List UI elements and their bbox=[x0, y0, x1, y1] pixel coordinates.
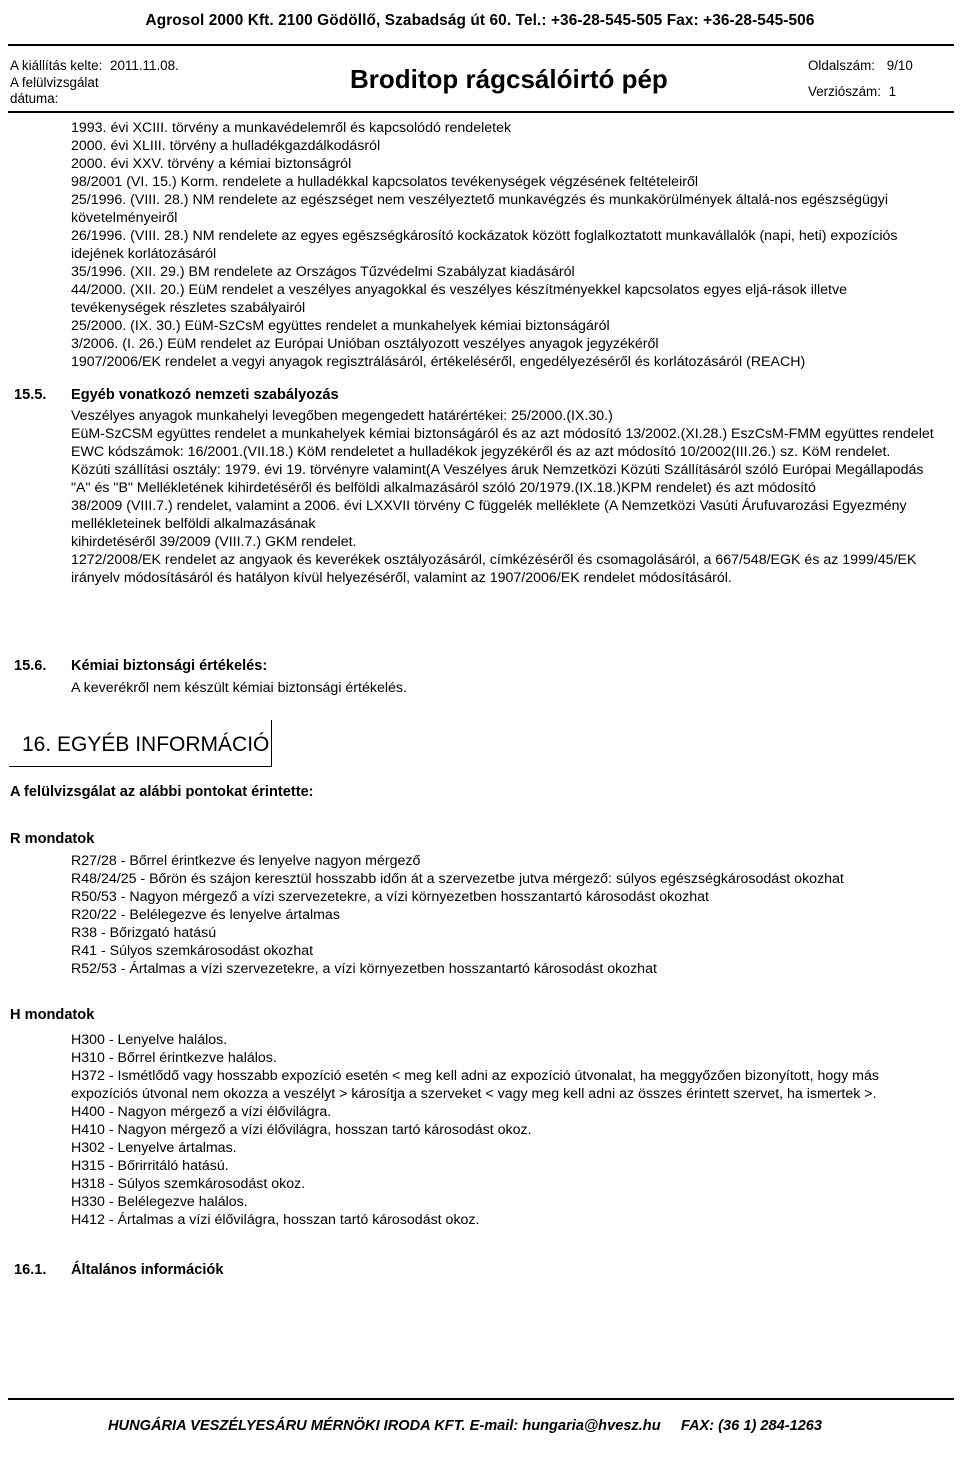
section-15-6-title: Kémiai biztonsági értékelés: bbox=[71, 658, 268, 674]
section-15-5-number: 15.5. bbox=[14, 387, 47, 403]
page-value: 9/10 bbox=[886, 58, 913, 73]
h-phrase-item: H310 - Bőrrel érintkezve halálos. bbox=[71, 1050, 277, 1066]
regulation-item: 25/1996. (VIII. 28.) NM rendelete az egészséget nem veszélyeztető munkavégzés és munkakörülmények általá-nos egészségügyi követelményeiről bbox=[71, 192, 889, 226]
section-15-5-line: Közúti szállítási osztály: 1979. évi 19. törvényre valamint(A Veszélyes áruk Nemzetközi Közúti Szállításáról szóló Európai Megállapodás "A" és "B" Mellékletének kihirdetéséről és belföldi alkalmazásáról szóló 20/1979.(IX.18.)KPM rendelet) és azt módosító bbox=[71, 462, 924, 496]
section-15-5-title: Egyéb vonatkozó nemzeti szabályozás bbox=[71, 387, 339, 403]
h-phrase-item: H330 - Belélegezve halálos. bbox=[71, 1194, 248, 1210]
footer-divider bbox=[8, 1398, 954, 1400]
review-label-2: dátuma: bbox=[10, 91, 59, 106]
regulations-list bbox=[71, 119, 941, 371]
r-phrase-item: R48/24/25 - Bőrön és szájon keresztül hosszabb időn át a szervezetbe jutva mérgező: súlyos egészségkárosodást okozhat bbox=[71, 871, 844, 887]
regulation-item: 1907/2006/EK rendelet a vegyi anyagok regisztrálásáról, értékeléséről, engedélyezéséről és korlátozásáról (REACH) bbox=[71, 354, 806, 370]
h-phrase-item: H300 - Lenyelve halálos. bbox=[71, 1032, 228, 1048]
regulation-item: 26/1996. (VIII. 28.) NM rendelete az egyes egészségkárosító kockázatok között foglalkoztatott munkavállalók (napi, heti) expozíciós idejének korlátozásáról bbox=[71, 228, 898, 262]
h-phrase-item: H318 - Súlyos szemkárosodást okoz. bbox=[71, 1176, 306, 1192]
r-phrase-item: R20/22 - Belélegezve és lenyelve ártalmas bbox=[71, 907, 340, 923]
section-16-1-title: Általános információk bbox=[71, 1262, 224, 1278]
h-phrases-list bbox=[71, 1031, 941, 1229]
h-phrase-item: H400 - Nagyon mérgező a vízi élővilágra. bbox=[71, 1104, 332, 1120]
section-15-5-line: kihirdetéséről 39/2009 (VIII.7.) GKM rendelet. bbox=[71, 534, 357, 550]
issue-label-text: A kiállítás kelte: bbox=[10, 58, 103, 73]
r-phrase-item: R27/28 - Bőrrel érintkezve és lenyelve nagyon mérgező bbox=[71, 853, 421, 869]
section-15-5-body bbox=[71, 407, 941, 587]
company-banner: Agrosol 2000 Kft. 2100 Gödöllő, Szabadság út 60. Tel.: +36-28-545-505 Fax: +36-28-545-506 bbox=[145, 12, 815, 29]
page-number bbox=[808, 58, 913, 74]
review-label-1: A felülvizsgálat bbox=[10, 75, 99, 90]
version-label: Verziószám: bbox=[808, 84, 881, 99]
footer-text: HUNGÁRIA VESZÉLYESÁRU MÉRNÖKI IRODA KFT. E-mail: hungaria@hvesz.hu FAX: (36 1) 284-1263 bbox=[108, 1418, 823, 1434]
review-heading: A felülvizsgálat az alábbi pontokat érintette: bbox=[10, 784, 314, 800]
section-15-5-line: 1272/2008/EK rendelet az angyaok és keverékek osztályozásáról, címkézéséről és csomagolásáról, a 667/548/EGK és az 1999/45/EK irányelv módosításáról és hatályon kívül helyezéséről, valamint az 1907/2006/EK rendelet módosításáról. bbox=[71, 552, 917, 586]
regulation-item: 3/2006. (I. 26.) EüM rendelet az Európai Unióban osztályozott veszélyes anyagok jegyzékéről bbox=[71, 336, 659, 352]
regulation-item: 25/2000. (IX. 30.) EüM-SzCsM együttes rendelet a munkahelyek kémiai biztonságáról bbox=[71, 318, 610, 334]
regulation-item: 98/2001 (VI. 15.) Korm. rendelete a hulladékkal kapcsolatos tevékenységek végzésének feltételeiről bbox=[71, 174, 698, 190]
page-label: Oldalszám: bbox=[808, 58, 875, 73]
r-phrase-item: R52/53 - Ártalmas a vízi szervezetekre, a vízi környezetben hosszantartó károsodást okozhat bbox=[71, 961, 657, 977]
regulation-item: 44/2000. (XII. 20.) EüM rendelet a veszélyes anyagokkal és veszélyes készítményekkel kapcsolatos egyes eljá-rások illetve tevékenységek részletes szabályairól bbox=[71, 282, 847, 316]
version-value: 1 bbox=[888, 84, 897, 99]
r-phrases-list bbox=[71, 852, 941, 978]
section-15-6-number: 15.6. bbox=[14, 658, 47, 674]
section-16-1-number: 16.1. bbox=[14, 1262, 47, 1278]
section-15-6-text: A keverékről nem készült kémiai biztonsági értékelés. bbox=[71, 680, 407, 696]
regulation-item: 2000. évi XLIII. törvény a hulladékgazdálkodásról bbox=[71, 138, 381, 154]
regulation-item: 35/1996. (XII. 29.) BM rendelete az Országos Tűzvédelmi Szabályzat kiadásáról bbox=[71, 264, 575, 280]
r-phrase-item: R41 - Súlyos szemkárosodást okozhat bbox=[71, 943, 314, 959]
section-15-5-line: EüM-SzCSM együttes rendelet a munkahelyek kémiai biztonságáról és az azt módosító 13/2002.(XI.28.) EszCsM-FMM együttes rendelet bbox=[71, 426, 934, 442]
h-phrase-item: H372 - Ismétlődő vagy hosszabb expozíció esetén < meg kell adni az expozíció útvonalat, ha meggyőzően bizonyított, hogy más expozíciós útvonal nem okozza a veszélyt > károsítja a szerveket < vagy meg kell adni az összes érintett szervet, ha ismertek >. bbox=[71, 1068, 879, 1102]
regulation-item: 1993. évi XCIII. törvény a munkavédelemről és kapcsolódó rendeletek bbox=[71, 120, 512, 136]
product-name: Broditop rágcsálóirtó pép bbox=[350, 64, 668, 94]
version-number bbox=[808, 84, 896, 100]
regulation-item: 2000. évi XXV. törvény a kémiai biztonságról bbox=[71, 156, 352, 172]
h-phrase-item: H412 - Ártalmas a vízi élővilágra, hosszan tartó károsodást okoz. bbox=[71, 1212, 480, 1228]
h-phrase-item: H302 - Lenyelve ártalmas. bbox=[71, 1140, 237, 1156]
h-phrase-item: H410 - Nagyon mérgező a vízi élővilágra, hosszan tartó károsodást okoz. bbox=[71, 1122, 532, 1138]
section-16-title: 16. EGYÉB INFORMÁCIÓ bbox=[22, 733, 270, 756]
r-phrase-item: R38 - Bőrizgató hatású bbox=[71, 925, 217, 941]
issue-date-label bbox=[10, 58, 179, 74]
h-phrase-item: H315 - Bőrirritáló hatású. bbox=[71, 1158, 229, 1174]
issue-date-value: 2011.11.08. bbox=[110, 58, 179, 73]
r-phrase-item: R50/53 - Nagyon mérgező a vízi szervezetekre, a vízi környezetben hosszantartó károsodást okozhat bbox=[71, 889, 709, 905]
section-15-5-line: EWC kódszámok: 16/2001.(VII.18.) KöM rendeletet a hulladékok jegyzékéről és az azt módosító 10/2002(III.26.) sz. KöM rendelet. bbox=[71, 444, 891, 460]
h-phrases-heading: H mondatok bbox=[10, 1007, 95, 1023]
section-15-5-line: 38/2009 (VIII.7.) rendelet, valamint a 2006. évi LXXVII törvény C függelék melléklete (A Nemzetközi Vasúti Árufuvarozási Egyezmény mellékleteinek belföldi alkalmazásának bbox=[71, 498, 907, 532]
r-phrases-heading: R mondatok bbox=[10, 831, 95, 847]
section-15-5-line: Veszélyes anyagok munkahelyi levegőben megengedett határértékei: 25/2000.(IX.30.) bbox=[71, 408, 613, 424]
